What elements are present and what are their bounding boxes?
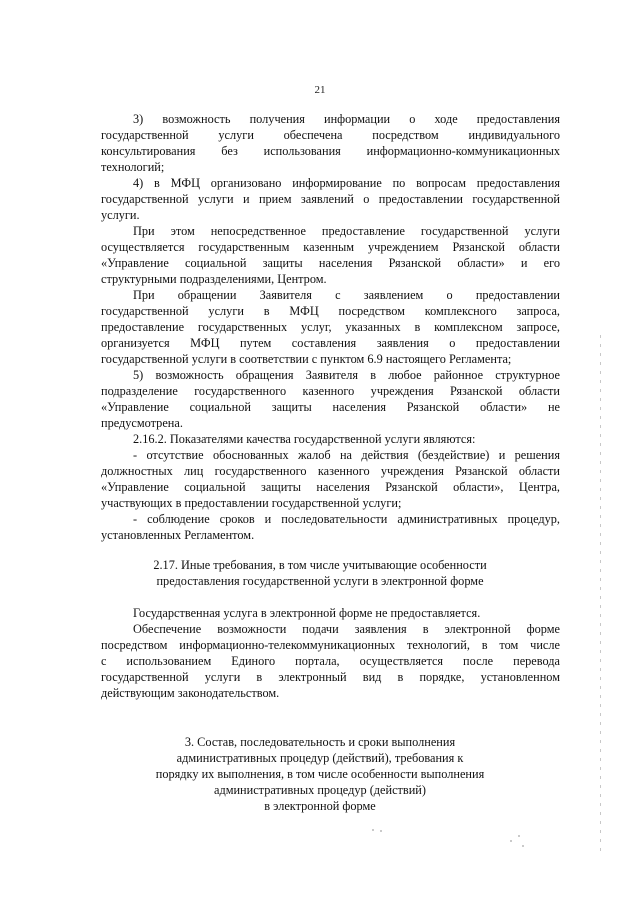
- text-line: действующим законодательством.: [101, 686, 280, 700]
- text-line: Государственная услуга в электронной форме не предоставляется.: [133, 606, 481, 620]
- text-line: «Управление социальной защиты населения Рязанской области», Центра,: [101, 480, 560, 494]
- scan-speck: [380, 830, 382, 832]
- text-line: При обращении Заявителя с заявлением о предоставлении: [133, 288, 560, 302]
- text-line: государственной услуги в электронный вид в порядке, установленном: [101, 670, 560, 684]
- scan-speck: [518, 835, 520, 837]
- scan-margin-artifact: [600, 335, 601, 855]
- section-heading: порядку их выполнения, в том числе особенности выполнения: [155, 767, 485, 781]
- scan-speck: [522, 845, 524, 847]
- section-heading: административных процедур (действий): [213, 783, 426, 797]
- text-line: - отсутствие обоснованных жалоб на действия (бездействие) и решения: [133, 448, 560, 462]
- text-line: 4) в МФЦ организовано информирование по вопросам предоставления: [133, 176, 560, 190]
- text-line: организуется МФЦ путем составления заявления о предоставлении: [101, 336, 560, 350]
- text-line: государственной услуги обеспечена посредством индивидуального: [101, 128, 560, 142]
- text-line: установленных Регламентом.: [101, 528, 255, 542]
- text-line: государственной услуги в МФЦ посредством комплексного запроса,: [101, 304, 560, 318]
- section-heading: в электронной форме: [264, 799, 376, 813]
- section-heading: предоставления государственной услуги в электронной форме: [156, 574, 484, 588]
- text-line: технологий;: [101, 160, 165, 174]
- section-heading: административных процедур (действий), требования к: [176, 751, 464, 765]
- scan-speck: [510, 840, 512, 842]
- text-line: предусмотрена.: [101, 416, 183, 430]
- page-number: 21: [314, 84, 326, 96]
- text-line: посредством информационно-телекоммуникационных технологий, в том числе: [101, 638, 560, 652]
- text-line: государственной услуги в соответствии с пунктом 6.9 настоящего Регламента;: [101, 352, 512, 366]
- text-line: подразделение государственного казенного учреждения Рязанской области: [101, 384, 560, 398]
- text-line: Обеспечение возможности подачи заявления в электронной форме: [133, 622, 560, 636]
- scan-speck: [372, 829, 374, 831]
- section-heading: 3. Состав, последовательность и сроки выполнения: [184, 735, 456, 749]
- text-line: с использованием Единого портала, осуществляется после перевода: [101, 654, 560, 668]
- text-line: При этом непосредственное предоставление государственной услуги: [133, 224, 560, 238]
- section-heading: 2.17. Иные требования, в том числе учитывающие особенности: [153, 558, 487, 572]
- text-line: «Управление социальной защиты населения Рязанской области» не: [101, 400, 560, 414]
- text-line: участвующих в предоставлении государственной услуги;: [101, 496, 402, 510]
- text-line: предоставление государственных услуг, указанных в комплексном запросе,: [101, 320, 560, 334]
- text-line: 5) возможность обращения Заявителя в любое районное структурное: [133, 368, 560, 382]
- text-line: государственной услуги и прием заявлений о предоставлении государственной: [101, 192, 560, 206]
- text-line: 2.16.2. Показателями качества государственной услуги являются:: [133, 432, 476, 446]
- text-line: 3) возможность получения информации о ходе предоставления: [133, 112, 560, 126]
- text-line: - соблюдение сроков и последовательности административных процедур,: [133, 512, 560, 526]
- text-line: консультирования без использования информационно-коммуникационных: [101, 144, 560, 158]
- text-line: осуществляется государственным казенным учреждением Рязанской области: [101, 240, 560, 254]
- text-line: должностных лиц государственного казенного учреждения Рязанской области: [101, 464, 560, 478]
- text-line: услуги.: [101, 208, 140, 222]
- text-line: «Управление социальной защиты населения Рязанской области» и его: [101, 256, 560, 270]
- text-line: структурными подразделениями, Центром.: [101, 272, 327, 286]
